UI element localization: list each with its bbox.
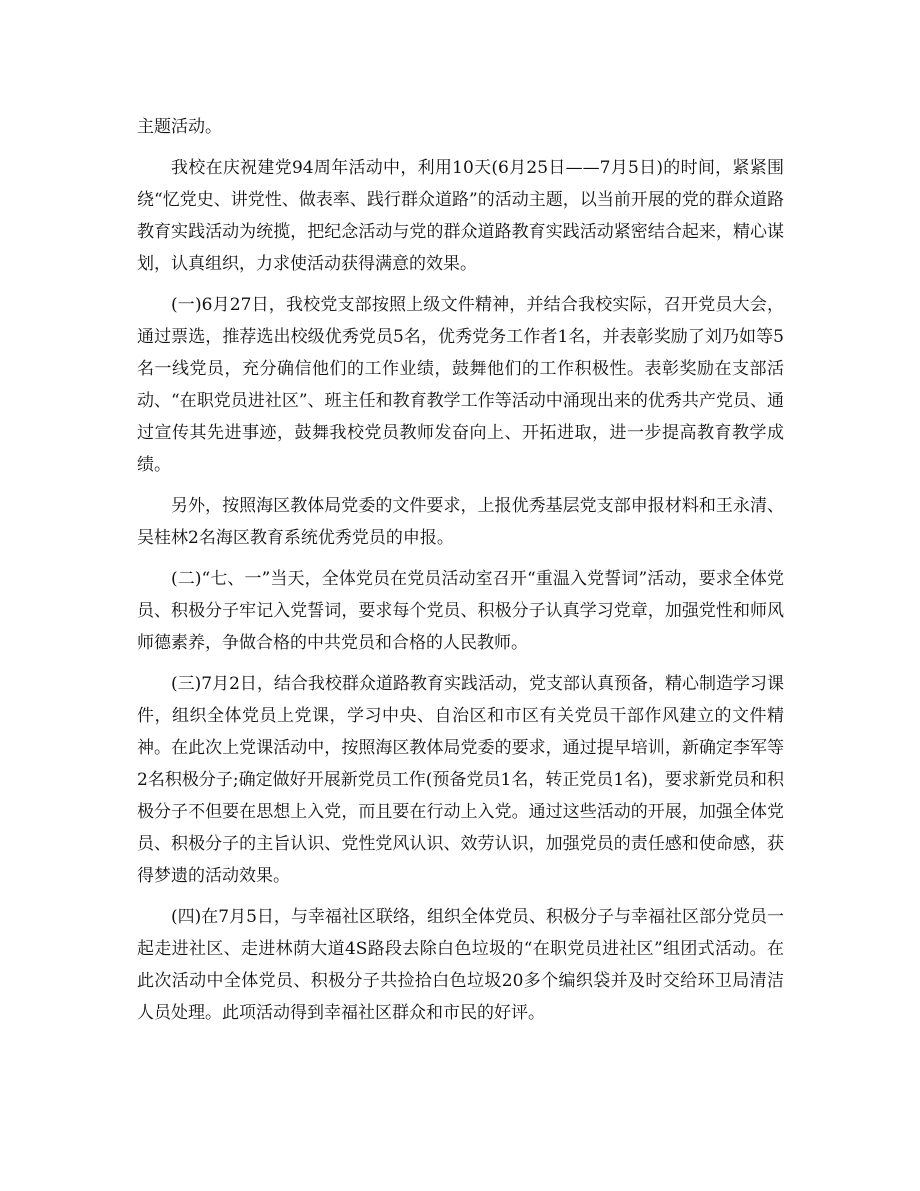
- paragraph-item-4: (四)在7月5日，与幸福社区联络，组织全体党员、积极分子与幸福社区部分党员一起走进社区、走进林荫大道4S路段去除白色垃圾的“在职党员进社区”组团式活动。在此次活动中全体党员、积极分子共捡拾白色垃圾20多个编织袋并及时交给环卫局清洁人员处理。此项活动得到幸福社区群众和市民的好评。: [137, 907, 784, 1023]
- paragraph-item-3: (三)7月2日，结合我校群众道路教育实践活动，党支部认真预备，精心制造学习课件，组织全体党员上党课，学习中央、自治区和市区有关党员干部作风建立的文件精神。在此次上党课活动中，按照海区教体局党委的要求，通过提早培训，新确定李军等2名积极分子;确定做好开展新党员工作(预备党员1名，转正党员1名)，要求新党员和积极分子不但要在思想上入党，而且要在行动上入党。通过这些活动的开展，加强全体党员、积极分子的主旨认识、党性党风认识、效劳认识，加强党员的责任感和使命感，获得梦遗的活动效果。: [137, 674, 784, 886]
- paragraph-continuation: 主题活动。: [137, 117, 222, 137]
- document-body: [137, 111, 784, 1038]
- paragraph-item-2: (二)“七、一”当天，全体党员在党员活动室召开“重温入党誓词”活动，要求全体党员、积极分子牢记入党誓词，要求每个党员、积极分子认真学习党章，加强党性和师风师德素养，争做合格的中共党员和合格的人民教师。: [137, 569, 784, 653]
- paragraph-item-1: (一)6月27日，我校党支部按照上级文件精神，并结合我校实际，召开党员大会，通过票选，推荐选出校级优秀党员5名，优秀党务工作者1名，并表彰奖励了刘乃如等5名一线党员，充分确信他们的工作业绩，鼓舞他们的工作积极性。表彰奖励在支部活动、“在职党员进社区”、班主任和教育教学工作等活动中涌现出来的优秀共产党员、通过宣传其先进事迹，鼓舞我校党员教师发奋向上、开拓进取，进一步提高教育教学成绩。: [137, 295, 784, 475]
- paragraph-additional: 另外，按照海区教体局党委的文件要求，上报优秀基层党支部申报材料和王永清、吴桂林2名海区教育系统优秀党员的申报。: [137, 496, 784, 548]
- paragraph-intro: 我校在庆祝建党94周年活动中，利用10天(6月25日——7月5日)的时间，紧紧围绕“忆党史、讲党性、做表率、践行群众道路”的活动主题，以当前开展的党的群众道路教育实践活动为统揽，把纪念活动与党的群众道路教育实践活动紧密结合起来，精心谋划，认真组织，力求使活动获得满意的效果。: [137, 158, 784, 274]
